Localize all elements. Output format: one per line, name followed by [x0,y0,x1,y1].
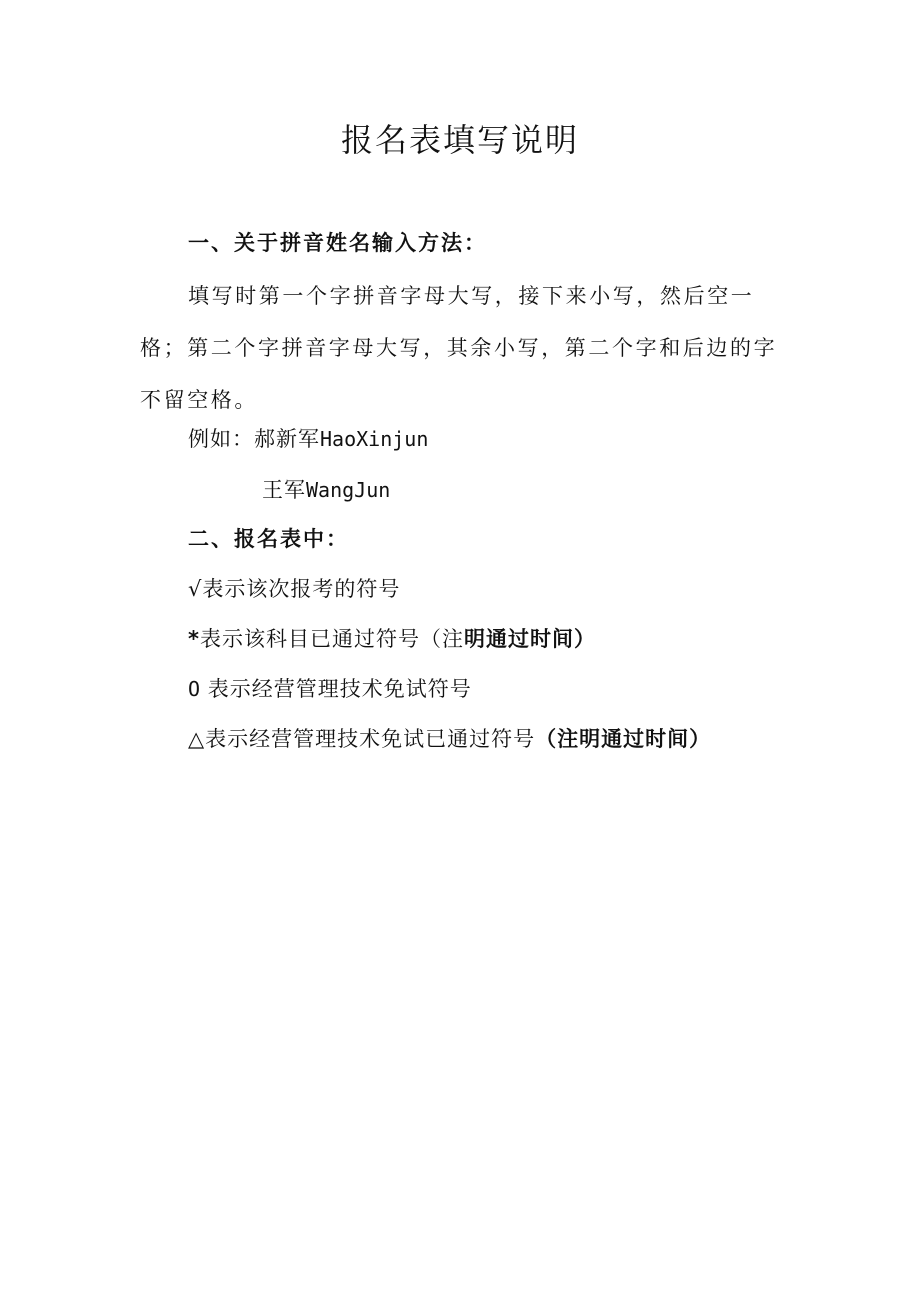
example-name: 郝新军 [254,427,320,451]
symbol-item-asterisk [188,624,596,654]
symbol-note: 明通过时间） [463,627,596,651]
symbol-item-circle [188,674,472,704]
pinyin-instructions-paragraph: 填写时第一个字拼音字母大写，接下来小写，然后空一格；第二个字拼音字母大写，其余小写，第二个字和后边的字不留空格。 [140,284,778,412]
circle-symbol: O [188,677,201,701]
symbol-item-triangle [188,724,711,754]
example-line-2 [262,475,390,505]
example-name: 王军 [262,478,306,502]
document-title: 报名表填写说明 [340,121,579,159]
example-label: 例如： [188,427,254,451]
symbol-description: 表示经营管理技术免试符号 [200,677,472,701]
symbol-description: 表示该科目已通过符号（注 [199,627,464,651]
check-symbol: √ [188,577,203,601]
example-line-1 [188,424,428,454]
symbol-description: 表示该次报考的符号 [202,577,401,601]
symbol-description: 表示经营管理技术免试已通过符号 [205,727,536,751]
example-pinyin: WangJun [306,478,391,502]
asterisk-symbol: * [188,627,200,651]
example-pinyin: HaoXinjun [320,427,429,451]
section2-heading: 二、报名表中： [188,527,349,551]
section1-heading: 一、关于拼音姓名输入方法： [188,231,487,255]
symbol-note: （注明通过时间） [535,727,712,751]
symbol-item-check [188,574,400,604]
triangle-symbol: △ [188,727,206,751]
